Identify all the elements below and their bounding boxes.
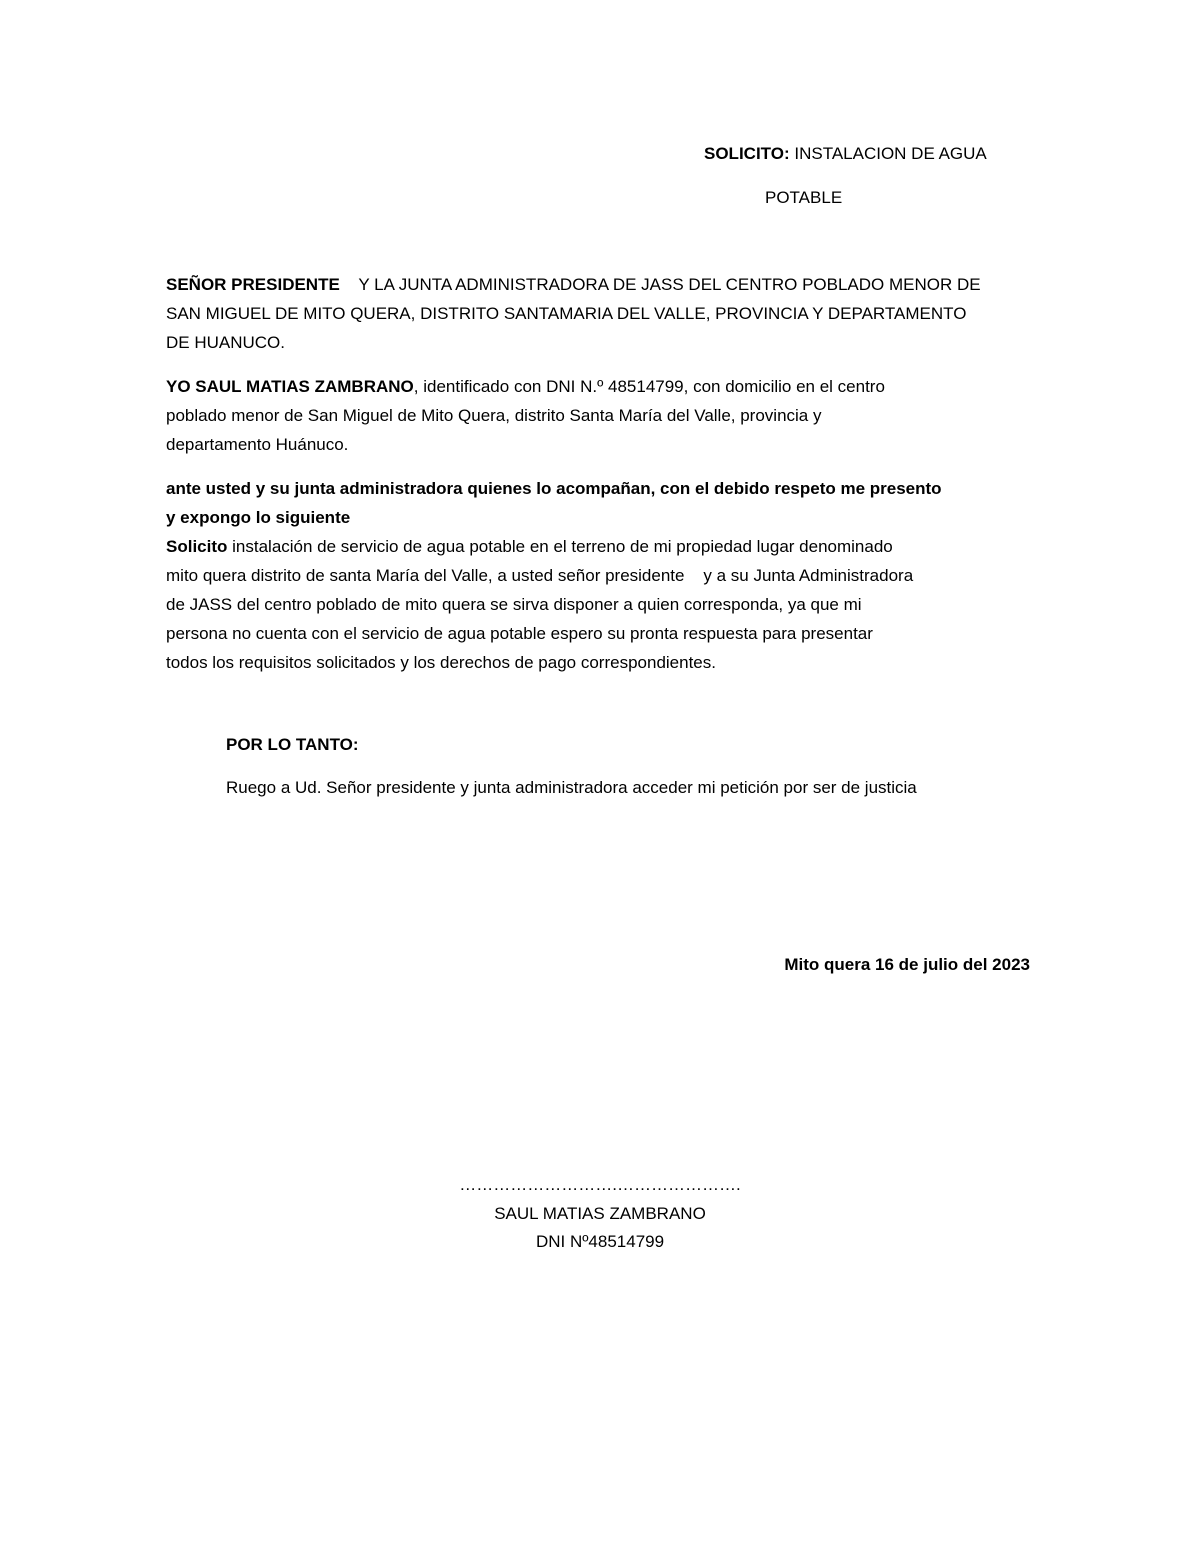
- signature-dots: ……………………….………………….: [459, 1175, 741, 1194]
- subject-line: [704, 142, 987, 166]
- exposition-paragraph: [166, 474, 1046, 677]
- intro-line-1: YO SAUL MATIAS ZAMBRANO, identificado con DNI N.º 48514799, con domicilio en el centro: [166, 377, 885, 396]
- applicant-name: YO SAUL MATIAS ZAMBRANO: [166, 377, 414, 396]
- signature-name: SAUL MATIAS ZAMBRANO: [494, 1204, 706, 1223]
- exposition-line-6: persona no cuenta con el servicio de agua potable espero su pronta respuesta para presentar: [166, 624, 873, 643]
- conclusion-heading: POR LO TANTO:: [226, 735, 359, 754]
- subject-text-continued: POTABLE: [765, 188, 843, 207]
- addressee-title: SEÑOR PRESIDENTE: [166, 275, 340, 294]
- subject-text: INSTALACION DE AGUA: [789, 144, 987, 163]
- addressee-line-3: DE HUANUCO.: [166, 333, 286, 352]
- date-line: Mito quera 16 de julio del 2023: [784, 955, 1030, 974]
- exposition-line-2: y expongo lo siguiente: [166, 508, 351, 527]
- exposition-line-5: de JASS del centro poblado de mito quera se sirva disponer a quien corresponda, ya que mi: [166, 595, 862, 614]
- exposition-line-1: ante usted y su junta administradora quienes lo acompañan, con el debido respeto me presento: [166, 479, 942, 498]
- intro-line-3: departamento Huánuco.: [166, 435, 349, 454]
- intro-paragraph: [166, 372, 1046, 459]
- signature-dni: DNI Nº48514799: [535, 1232, 665, 1251]
- exposition-line-4: mito quera distrito de santa María del Valle, a usted señor presidente y a su Junta Administradora: [166, 566, 914, 585]
- intro-line-2: poblado menor de San Miguel de Mito Quera, distrito Santa María del Valle, provincia y: [166, 406, 822, 425]
- addressee-paragraph: [166, 270, 1046, 357]
- exposition-line-7: todos los requisitos solicitados y los derechos de pago correspondientes.: [166, 653, 716, 672]
- exposition-line-3: Solicito instalación de servicio de agua potable en el terreno de mi propiedad lugar denominado: [166, 537, 893, 556]
- addressee-line-1: SEÑOR PRESIDENTE Y LA JUNTA ADMINISTRADORA DE JASS DEL CENTRO POBLADO MENOR DE: [166, 275, 981, 294]
- subject-label: SOLICITO:: [704, 144, 790, 163]
- conclusion-text: Ruego a Ud. Señor presidente y junta administradora acceder mi petición por ser de justicia: [226, 778, 917, 797]
- addressee-line-2: SAN MIGUEL DE MITO QUERA, DISTRITO SANTAMARIA DEL VALLE, PROVINCIA Y DEPARTAMENTO: [166, 304, 967, 323]
